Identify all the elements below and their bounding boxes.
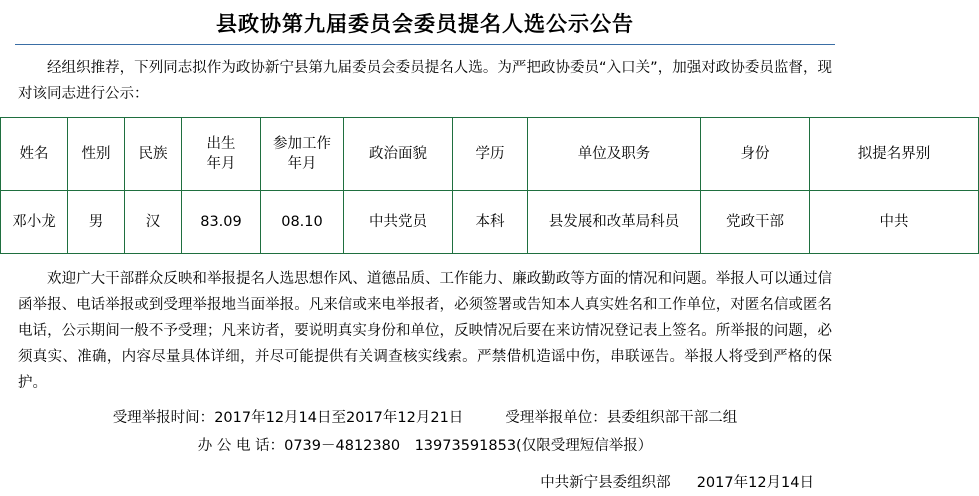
header-birth-line1: 出生	[206, 136, 236, 152]
cell-birth: 83.09	[182, 191, 261, 254]
body-text: 欢迎广大干部群众反映和举报提名人选思想作风、道德品质、工作能力、廉政勤政等方面的情况和问题。举报人可以通过信函举报、电话举报或到受理举报地当面举报。凡来信或来电举报者，必须签署或告知本人真实姓名和工作单位，对匿名信或匿名电话，公示期间一般不予受理；凡来访者，要说明真实身份和单位，反映情况后要在来访情况登记表上签名。所举报的问题，必须真实、准确，内容尽量具体详细，并尽可能提供有关调查核实线索。严禁借机造谣中伤，串联诬告。举报人将受到严格的保护。	[18, 271, 832, 391]
cell-sex: 男	[68, 191, 125, 254]
office-phone-value: 0739－4812380 13973591853(仅限受理短信举报）	[284, 438, 653, 454]
accept-unit-value: 县委组织部干部二组	[606, 410, 738, 426]
signature-block	[0, 470, 850, 496]
intro-paragraph	[18, 55, 832, 107]
cell-category: 中共	[810, 191, 979, 254]
header-work-start	[261, 118, 344, 191]
cell-education: 本科	[453, 191, 528, 254]
header-work-start-line1: 参加工作	[273, 136, 331, 152]
nominee-table	[0, 117, 979, 254]
header-birth	[182, 118, 261, 191]
header-sex: 性别	[68, 118, 125, 191]
footer-block	[0, 404, 850, 460]
header-birth-line2: 年月	[206, 156, 236, 172]
title-divider	[15, 44, 835, 45]
table-body	[1, 191, 979, 254]
cell-name: 邓小龙	[1, 191, 68, 254]
accept-time-value: 2017年12月14日至2017年12月21日	[214, 410, 464, 426]
header-identity: 身份	[701, 118, 810, 191]
table-header	[1, 118, 979, 191]
accept-time-line	[0, 404, 850, 432]
accept-time-label: 受理举报时间：	[112, 410, 215, 426]
header-nation: 民族	[125, 118, 182, 191]
office-phone-label: 办 公 电 话：	[197, 438, 285, 454]
intro-text: 经组织推荐，下列同志拟作为政协新宁县第九届委员会委员提名人选。为严把政协委员“入口关”，加强对政协委员监督，现对该同志进行公示：	[18, 60, 832, 102]
cell-identity: 党政干部	[701, 191, 810, 254]
page-title: 县政协第九届委员会委员提名人选公示公告	[216, 11, 634, 36]
cell-politics: 中共党员	[344, 191, 453, 254]
accept-unit-label: 受理举报单位：	[505, 410, 607, 426]
cell-unit: 县发展和改革局科员	[528, 191, 701, 254]
office-phone-line	[0, 432, 850, 460]
header-unit: 单位及职务	[528, 118, 701, 191]
header-name: 姓名	[1, 118, 68, 191]
cell-work-start: 08.10	[261, 191, 344, 254]
signature-date: 2017年12月14日	[696, 475, 814, 491]
table-header-row	[1, 118, 979, 191]
cell-nation: 汉	[125, 191, 182, 254]
header-category: 拟提名界别	[810, 118, 979, 191]
table-row	[1, 191, 979, 254]
header-education: 学历	[453, 118, 528, 191]
header-work-start-line2: 年月	[287, 156, 317, 172]
body-paragraph	[18, 266, 832, 396]
header-politics: 政治面貌	[344, 118, 453, 191]
signature-org: 中共新宁县委组织部	[540, 475, 671, 491]
